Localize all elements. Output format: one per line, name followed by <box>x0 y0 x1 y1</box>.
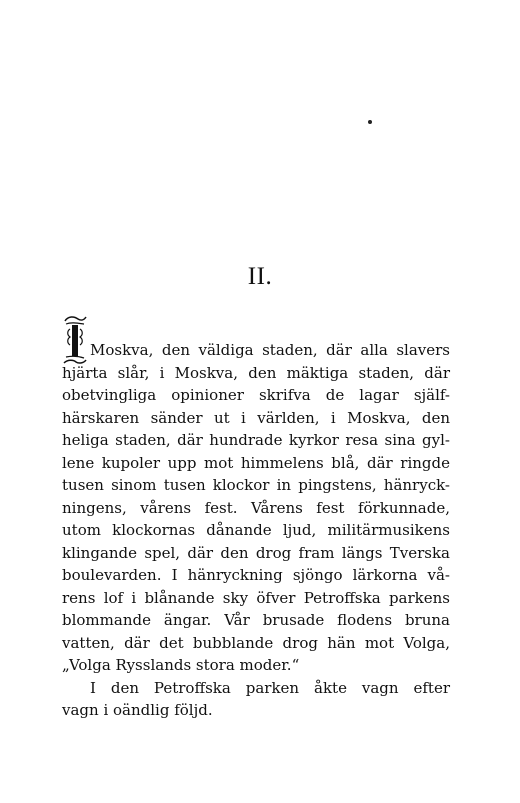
text-line: ningens, vårens fest. Vårens fest förkunnade, <box>62 498 450 517</box>
text-line: I den Petroffska parken åkte vagn efter <box>90 678 450 697</box>
text-line: tusen sinom tusen klockor in pingstens, hänryck- <box>62 476 450 494</box>
text-line: „Volga Rysslands stora moder.“ <box>62 656 300 674</box>
text-line: heliga staden, där hundrade kyrkor resa sina gyl- <box>62 431 450 449</box>
text-line: vatten, där det bubblande drog hän mot Volga, <box>62 633 450 652</box>
text-line: obetvingliga opinioner skrifva de lagar själf- <box>62 386 450 404</box>
text-line: blommande ängar. Vår brusade flodens bruna <box>62 611 450 629</box>
text-line: Moskva, den väldiga staden, där alla slavers <box>90 341 450 359</box>
text-line: härskaren sänder ut i världen, i Moskva, den <box>62 408 450 427</box>
ornamental-initial-icon <box>62 315 88 365</box>
text-line: lene kupoler upp mot himmelens blå, där ringde <box>62 453 450 472</box>
chapter-numeral: II. <box>247 263 273 290</box>
text-line: boulevarden. I hänryckning sjöngo lärkorna vå- <box>62 566 450 584</box>
text-line: utom klockornas dånande ljud, militärmusikens <box>62 521 450 539</box>
text-line: klingande spel, där den drog fram längs Tverska <box>62 543 450 562</box>
text-line: vagn i oändlig följd. <box>62 701 213 719</box>
text-line: hjärta slår, i Moskva, den mäktiga staden, där <box>62 363 450 382</box>
body-text <box>62 305 450 722</box>
stray-dot-mark <box>368 120 372 124</box>
text-line: rens lof i blånande sky öfver Petroffska parkens <box>62 588 450 607</box>
